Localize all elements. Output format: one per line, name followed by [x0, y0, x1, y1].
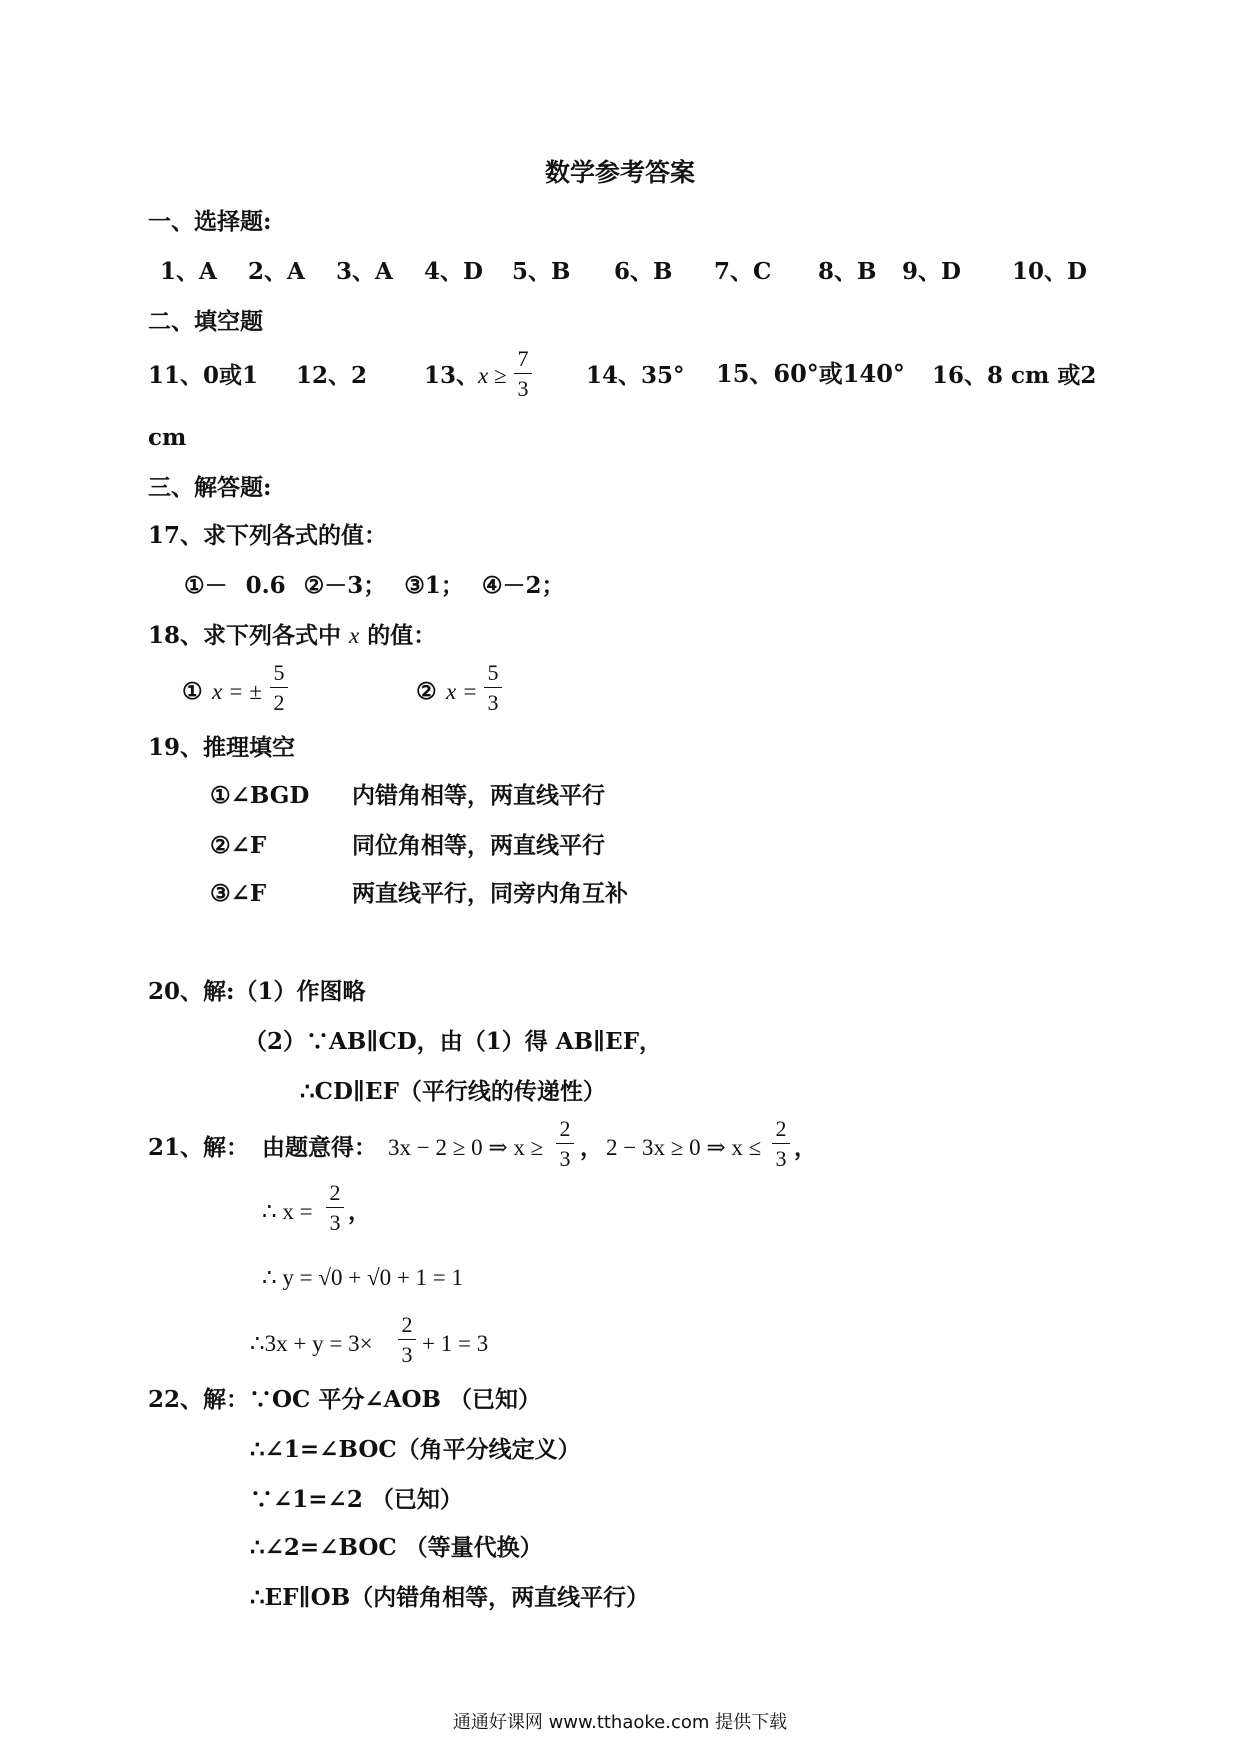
q18-variable: x — [349, 623, 360, 648]
choice-answer: 4、D — [424, 258, 483, 285]
fraction-numerator: 7 — [517, 346, 529, 371]
q19-answer-3-angle: ③∠F — [210, 880, 267, 907]
fill-answer-16: 16、8 cm 或2 — [932, 362, 1097, 389]
fraction-numerator: 2 — [559, 1116, 571, 1141]
q21-fraction-1 — [556, 1118, 574, 1170]
section-heading-choice: 一、选择题: — [148, 208, 272, 235]
q22-line-1: 22、解：∵OC 平分∠AOB （已知） — [148, 1386, 541, 1413]
q19-answer-3-reason: 两直线平行，同旁内角互补 — [352, 880, 628, 907]
q18-a-lhs: x = ± — [212, 679, 262, 704]
q19-answer-2-reason: 同位角相等，两直线平行 — [352, 832, 605, 859]
q18-prompt-text: 18、求下列各式中 — [148, 622, 342, 649]
q21-line-2: ∴ x = — [262, 1199, 313, 1224]
fraction-denominator: 3 — [775, 1146, 787, 1171]
fraction-denominator: 2 — [273, 690, 285, 715]
fraction-bar — [772, 1143, 790, 1144]
q21-inequality-1: 3x − 2 ≥ 0 ⇒ x ≥ — [388, 1135, 544, 1160]
q21-given: 由题意得： — [262, 1134, 377, 1161]
fraction-bar — [398, 1339, 416, 1340]
choice-answer: 2、A — [248, 258, 305, 285]
q21-end: ， — [794, 1134, 817, 1161]
fraction-denominator: 3 — [329, 1210, 341, 1235]
choice-answer: 9、D — [902, 258, 961, 285]
fraction-bar — [270, 687, 288, 688]
q18-b-label: ② — [416, 678, 437, 705]
choice-answer: 1、A — [160, 258, 217, 285]
q21-line-4-fraction — [398, 1314, 416, 1366]
fraction-denominator: 3 — [401, 1342, 413, 1367]
q21-line-2-end: ， — [348, 1198, 371, 1225]
choice-answer: 8、B — [818, 258, 877, 285]
q22-line-4: ∴∠2=∠BOC （等量代换） — [250, 1534, 543, 1561]
q19-prompt: 19、推理填空 — [148, 734, 296, 761]
choice-answer: 5、B — [512, 258, 571, 285]
q20-line-2: （2）∵AB∥CD，由（1）得 AB∥EF， — [244, 1028, 663, 1055]
q21-inequality-2: 2 − 3x ≥ 0 ⇒ x ≤ — [606, 1135, 762, 1160]
fraction-numerator: 2 — [775, 1116, 787, 1141]
q20-line-1: 20、解:（1）作图略 — [148, 978, 366, 1005]
fill-answer-15: 15、60°或140° — [716, 359, 905, 388]
fraction-bar — [326, 1207, 344, 1208]
q21-line-3: ∴ y = √0 + √0 + 1 = 1 — [262, 1265, 464, 1290]
fraction-bar — [484, 687, 502, 688]
fill-answer-13-lhs: x ≥ — [478, 363, 507, 388]
q20-line-3: ∴CD∥EF（平行线的传递性） — [300, 1078, 606, 1105]
q18-a-label: ① — [182, 678, 203, 705]
section-heading-solve: 三、解答题: — [148, 474, 272, 501]
fraction-numerator: 2 — [329, 1180, 341, 1205]
footer-credit: 通通好课网 www.tthaoke.com 提供下载 — [452, 1712, 788, 1733]
q18-prompt-text-end: 的值： — [367, 622, 437, 649]
q21-label: 21、解： — [148, 1134, 250, 1161]
q21-fraction-2 — [772, 1118, 790, 1170]
choice-answer: 7、C — [714, 258, 772, 285]
q18-b-fraction — [484, 662, 502, 714]
fraction-bar — [514, 373, 532, 374]
section-heading-fill: 二、填空题 — [148, 308, 263, 335]
q21-line-4-rest: + 1 = 3 — [422, 1331, 489, 1356]
fraction-numerator: 5 — [273, 660, 285, 685]
q19-answer-1-angle: ①∠BGD — [210, 782, 310, 809]
fraction-numerator: 2 — [401, 1312, 413, 1337]
fill-answer-12: 12、2 — [296, 362, 368, 389]
q22-line-3: ∵∠1=∠2 （已知） — [250, 1486, 463, 1513]
choice-answer: 3、A — [336, 258, 393, 285]
fraction-denominator: 3 — [517, 376, 529, 401]
fill-answer-16-continued: cm — [148, 424, 187, 451]
choice-answer: 10、D — [1012, 258, 1087, 285]
choice-answer: 6、B — [614, 258, 673, 285]
fraction-denominator: 3 — [559, 1146, 571, 1171]
fill-answer-13-label: 13、 — [424, 362, 480, 389]
q21-line-4: ∴3x + y = 3× — [250, 1331, 373, 1356]
q17-answers: ①－ 0.6 ②－3； ③1； ④－2； — [184, 572, 565, 599]
q19-answer-1-reason: 内错角相等，两直线平行 — [352, 782, 605, 809]
fill-answer-11: 11、0或1 — [148, 362, 259, 389]
fraction-numerator: 5 — [487, 660, 499, 685]
q22-line-2: ∴∠1=∠BOC（角平分线定义） — [250, 1436, 581, 1463]
q17-prompt: 17、求下列各式的值： — [148, 522, 388, 549]
fraction-denominator: 3 — [487, 690, 499, 715]
q22-line-5: ∴EF∥OB（内错角相等，两直线平行） — [250, 1584, 650, 1611]
q18-prompt — [148, 624, 436, 647]
fill-answer-13-fraction — [514, 348, 532, 400]
fill-answer-14: 14、35° — [586, 362, 685, 389]
q18-a-fraction — [270, 662, 288, 714]
page-title: 数学参考答案 — [544, 158, 695, 187]
q21-line-2-fraction — [326, 1182, 344, 1234]
q21-separator: ， — [580, 1134, 603, 1161]
q18-b-lhs: x = — [446, 679, 478, 704]
q19-answer-2-angle: ②∠F — [210, 832, 267, 859]
fraction-bar — [556, 1143, 574, 1144]
